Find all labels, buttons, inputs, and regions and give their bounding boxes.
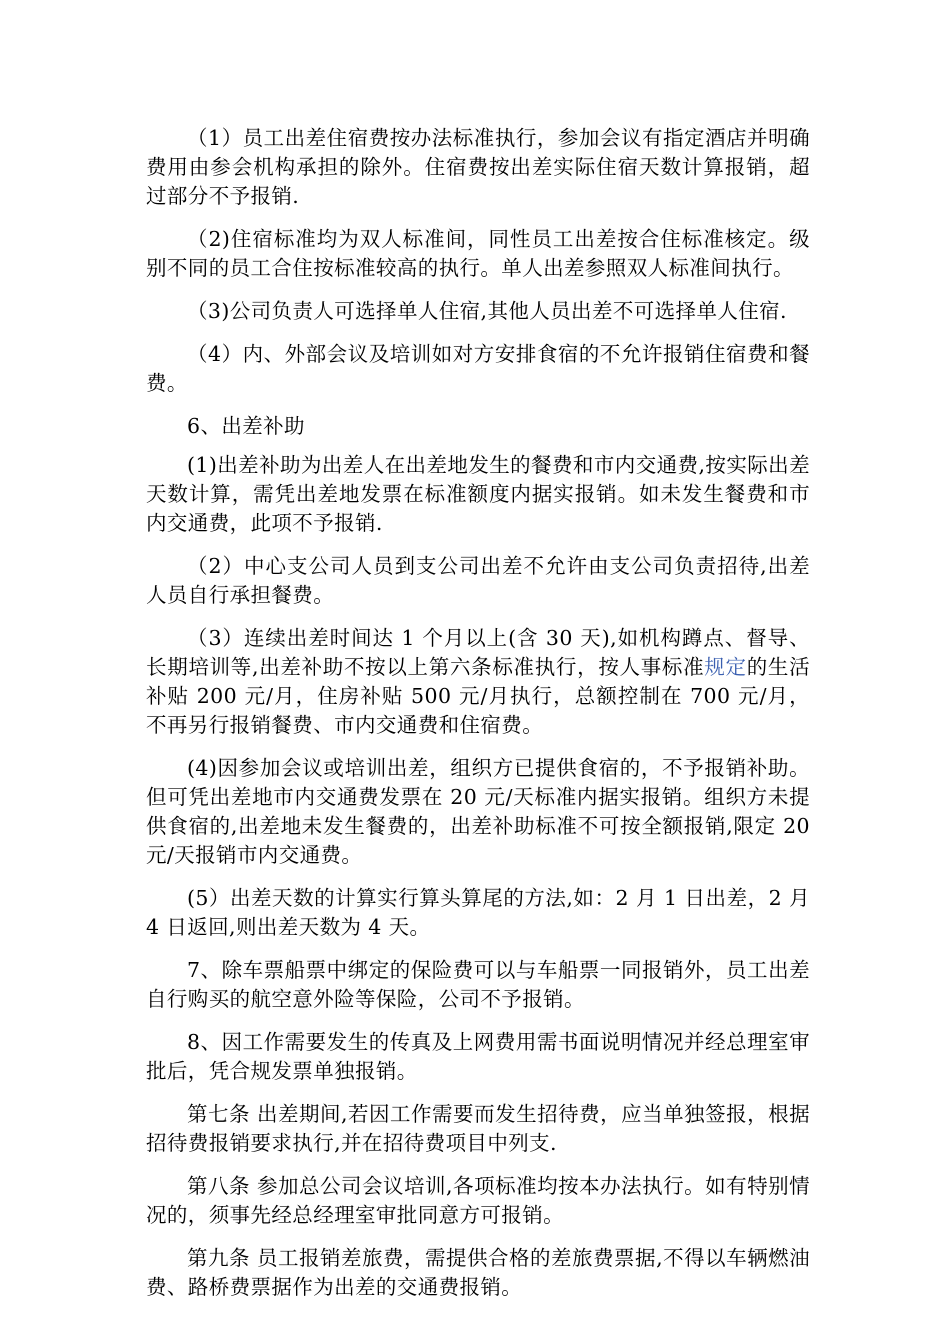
paragraph-lodging-standard: （1）员工出差住宿费按办法标准执行，参加会议有指定酒店并明确费用由参会机构承担的除外。住宿费按出差实际住宿天数计算报销，超过部分不予报销. <box>146 126 810 208</box>
paragraph-meeting-lodging: （4）内、外部会议及培训如对方安排食宿的不允许报销住宿费和餐费。 <box>146 342 810 395</box>
paragraph-allowance-definition: (1)出差补助为出差人在出差地发生的餐费和市内交通费,按实际出差天数计算，需凭出差地发票在标准额度内据实报销。如未发生餐费和市内交通费，此项不予报销. <box>146 453 810 535</box>
section-heading-travel-allowance: 6、出差补助 <box>187 414 305 438</box>
article-nine: 第九条 员工报销差旅费，需提供合格的差旅费票据,不得以车辆燃油费、路桥费票据作为出差的交通费报销。 <box>146 1246 810 1299</box>
document-body <box>146 124 810 1316</box>
article-seven: 第七条 出差期间,若因工作需要而发生招待费，应当单独签报，根据招待费报销要求执行,并在招待费项目中列支. <box>146 1102 810 1155</box>
paragraph-insurance: 7、除车票船票中绑定的保险费可以与车船票一同报销外，员工出差自行购买的航空意外险等保险，公司不予报销。 <box>146 958 810 1011</box>
paragraph-training-travel: (4)因参加会议或培训出差，组织方已提供食宿的，不予报销补助。但可凭出差地市内交通费发票在 20 元/天标准内据实报销。组织方未提供食宿的,出差地未发生餐费的，出差补助标准不可按全额报销,限定 20 元/天报销市内交通费。 <box>146 756 810 867</box>
paragraph-text: （3）连续出差时间达 1 个月以上(含 30 天),如机构蹲点、督导、长期培训等,出差补助不按以上第六条标准执行，按人事标准 <box>146 626 810 679</box>
paragraph-branch-travel: （2）中心支公司人员到支公司出差不允许由支公司负责招待,出差人员自行承担餐费。 <box>146 554 810 607</box>
regulation-link[interactable]: 规定 <box>704 655 747 679</box>
paragraph-day-count: (5）出差天数的计算实行算头算尾的方法,如：2 月 1 日出差，2 月 4 日返回,则出差天数为 4 天。 <box>146 886 810 939</box>
paragraph-long-term-travel <box>146 624 810 740</box>
paragraph-text: 的生活补贴 200 元/月，住房补贴 500 元/月执行，总额控制在 700 元/月，不再另行报销餐费、市内交通费和住宿费。 <box>146 655 810 737</box>
paragraph-single-room: （3)公司负责人可选择单人住宿,其他人员出差不可选择单人住宿. <box>187 299 787 323</box>
paragraph-room-standard: （2)住宿标准均为双人标准间，同性员工出差按合住标准核定。级别不同的员工合住按标准较高的执行。单人出差参照双人标准间执行。 <box>146 227 810 280</box>
paragraph-fax-internet: 8、因工作需要发生的传真及上网费用需书面说明情况并经总理室审批后，凭合规发票单独报销。 <box>146 1030 810 1083</box>
article-eight: 第八条 参加总公司会议培训,各项标准均按本办法执行。如有特别情况的，须事先经总经理室审批同意方可报销。 <box>146 1174 810 1227</box>
